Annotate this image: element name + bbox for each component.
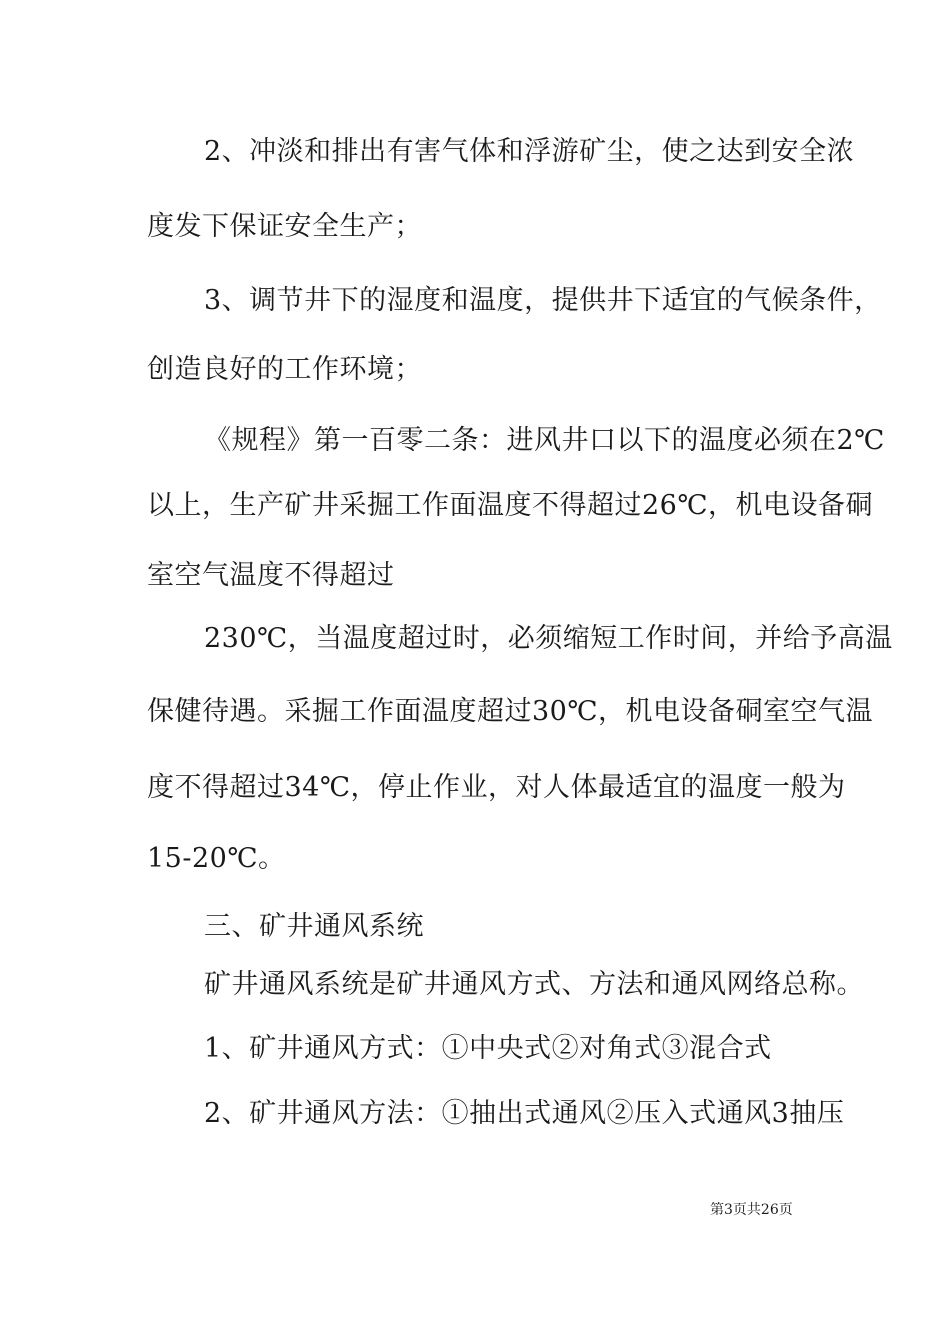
paragraph-line: 保健待遇。采掘工作面温度超过30℃，机电设备硐室空气温 xyxy=(147,696,874,727)
paragraph-line: 度不得超过34℃，停止作业，对人体最适宜的温度一般为 xyxy=(147,772,846,803)
paragraph-line: 以上，生产矿井采掘工作面温度不得超过26℃，机电设备硐 xyxy=(147,490,874,521)
page-number: 第3页共26页 xyxy=(710,1202,793,1218)
paragraph-line: 1、矿井通风方式：①中央式②对角式③混合式 xyxy=(204,1033,772,1064)
paragraph-line: 230℃，当温度超过时，必须缩短工作时间，并给予高温 xyxy=(204,623,893,654)
paragraph-line: 度发下保证安全生产； xyxy=(147,211,422,242)
paragraph-line: 矿井通风系统是矿井通风方式、方法和通风网络总称。 xyxy=(204,969,864,1000)
paragraph-line: 创造良好的工作环境； xyxy=(147,354,422,385)
paragraph-line: 2、冲淡和排出有害气体和浮游矿尘，使之达到安全浓 xyxy=(204,136,855,167)
paragraph-line: 2、矿井通风方法：①抽出式通风②压入式通风3抽压 xyxy=(204,1098,845,1129)
paragraph-line: 15-20℃。 xyxy=(147,843,286,874)
paragraph-line: 3、调节井下的湿度和温度，提供井下适宜的气候条件， xyxy=(204,285,882,316)
paragraph-line: 《规程》第一百零二条：进风井口以下的温度必须在2℃ xyxy=(204,425,885,456)
paragraph-line: 室空气温度不得超过 xyxy=(147,560,395,591)
section-heading: 三、矿井通风系统 xyxy=(204,911,424,942)
